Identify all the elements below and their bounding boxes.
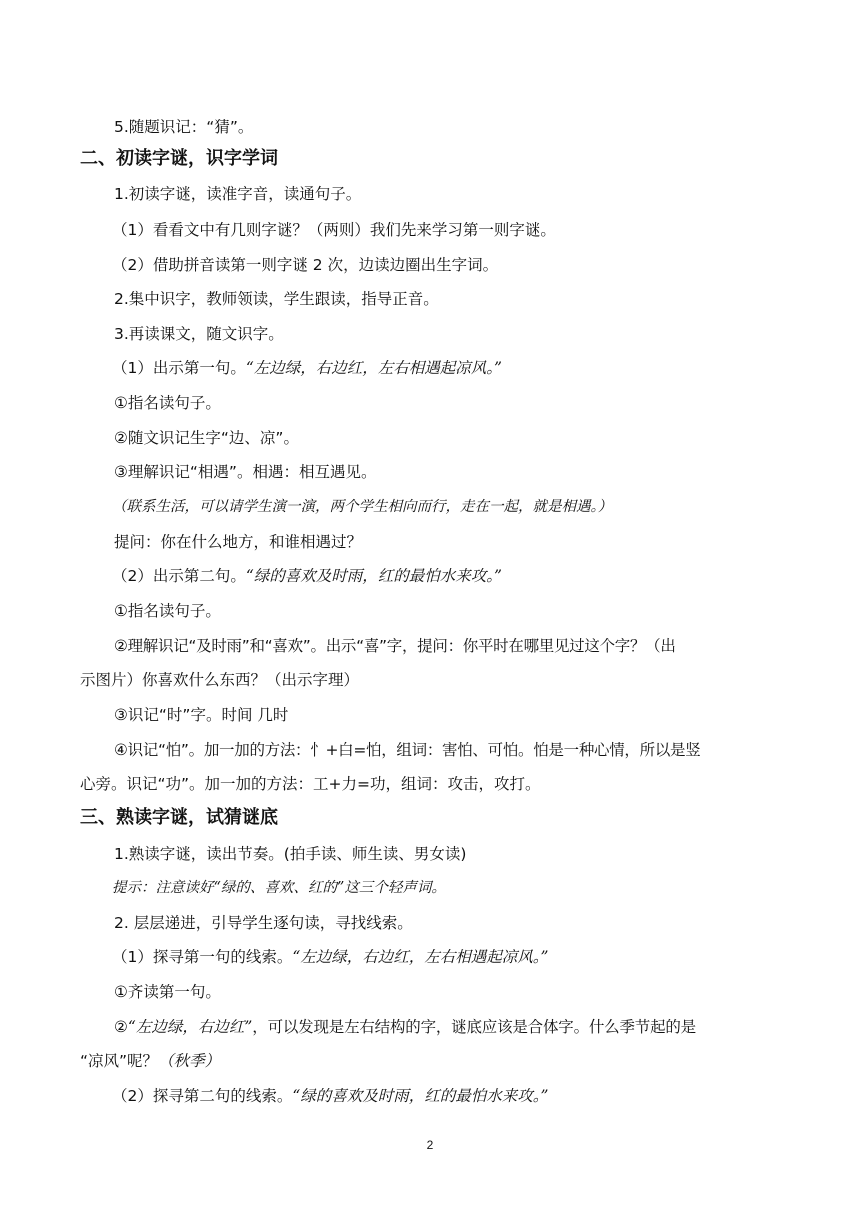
- text-line: 1.初读字谜，读准字音，读通句子。: [114, 185, 362, 203]
- text-line: （1）出示第一句。“左边绿，右边红，左右相遇起凉风。”: [112, 359, 502, 377]
- text-line: ①齐读第一句。: [114, 983, 221, 1001]
- text-line: ④识记“怕”。加一加的方法：忄+白=怕，组词：害怕、可怕。怕是一种心情，所以是竖: [114, 741, 701, 759]
- text-line: ②随文识记生字“边、凉”。: [114, 429, 299, 447]
- text-line: （联系生活，可以请学生演一演，两个学生相向而行，走在一起，就是相遇。）: [112, 499, 613, 515]
- text-line: （2）出示第二句。“绿的喜欢及时雨，红的最怕水来攻。”: [112, 567, 502, 585]
- section-heading: 三、熟读字谜，试猜谜底: [80, 807, 278, 828]
- section-heading: 二、初读字谜，识字学词: [80, 148, 278, 169]
- text-line: ①指名读句子。: [114, 394, 221, 412]
- text-line: 5.随题识记：“猜”。: [114, 118, 254, 136]
- text-line: ②“左边绿，右边红”，可以发现是左右结构的字，谜底应该是合体字。什么季节起的是: [114, 1018, 696, 1036]
- text-line: （2）借助拼音读第一则字谜 2 次，边读边圈出生字词。: [112, 256, 499, 274]
- text-line: （1）探寻第一句的线索。“左边绿，右边红，左右相遇起凉风。”: [112, 948, 549, 966]
- text-line: 2. 层层递进，引导学生逐句读，寻找线索。: [114, 914, 413, 932]
- text-line: 提问：你在什么地方，和谁相遇过？: [114, 533, 363, 551]
- text-line: （2）探寻第二句的线索。“绿的喜欢及时雨，红的最怕水来攻。”: [112, 1087, 549, 1105]
- page-number: 2: [426, 1138, 434, 1152]
- text-line: 2.集中识字，教师领读，学生跟读，指导正音。: [114, 290, 439, 308]
- text-line: ③识记“时”字。时间 几时: [114, 706, 289, 724]
- text-line: “凉风”呢？（秋季）: [80, 1052, 221, 1070]
- text-line: 示图片）你喜欢什么东西？（出示字理）: [80, 671, 360, 689]
- text-line: ③理解识记“相遇”。相遇：相互遇见。: [114, 463, 377, 481]
- text-line: ②理解识记“及时雨”和“喜欢”。出示“喜”字，提问：你平时在哪里见过这个字？（出: [114, 637, 676, 655]
- text-line: （1）看看文中有几则字谜？（两则）我们先来学习第一则字谜。: [112, 221, 556, 239]
- text-line: 1.熟读字谜，读出节奏。(拍手读、师生读、男女读): [114, 845, 467, 863]
- text-line: 心旁。识记“功”。加一加的方法：工+力=功，组词：攻击，攻打。: [80, 775, 541, 793]
- text-line: 提示：注意读好“绿的、喜欢、红的”这三个轻声词。: [112, 880, 446, 896]
- text-line: 3.再读课文，随文识字。: [114, 325, 284, 343]
- text-line: ①指名读句子。: [114, 602, 221, 620]
